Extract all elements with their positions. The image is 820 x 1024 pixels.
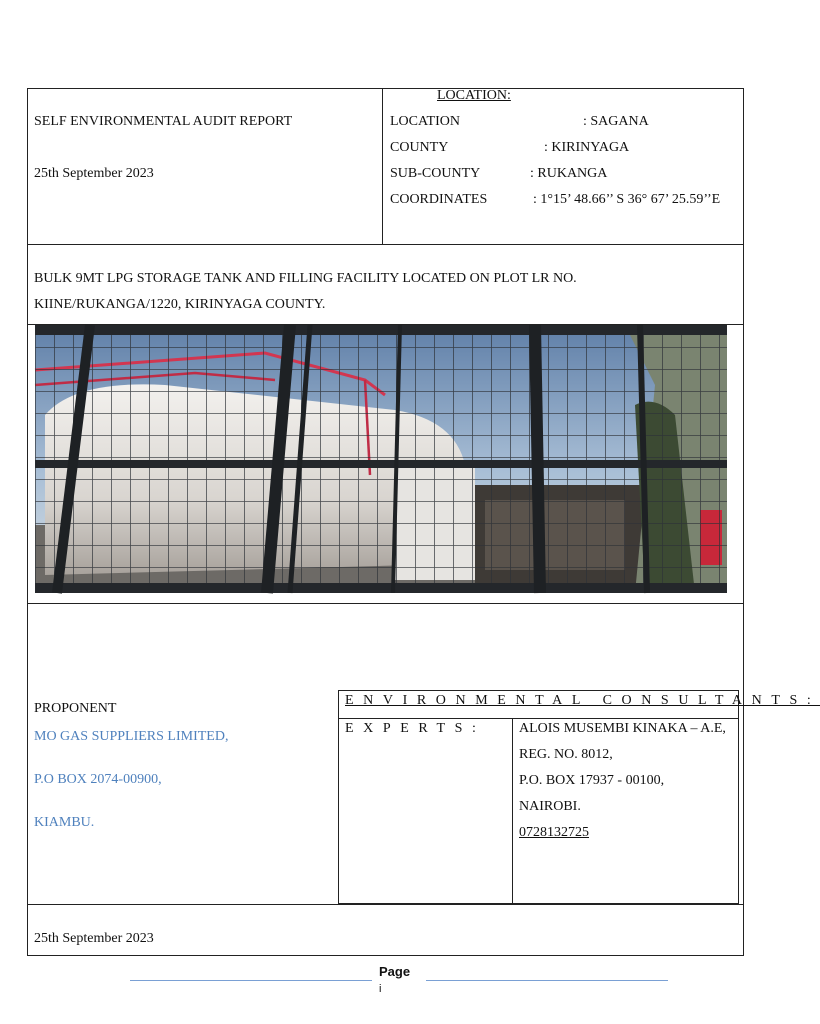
consultants-column-rule bbox=[512, 718, 513, 904]
header-bottom-rule bbox=[27, 244, 744, 245]
expert-phone: 0728132725 bbox=[519, 825, 589, 840]
sub-county-label: SUB-COUNTY bbox=[390, 166, 481, 181]
project-title-line2: KIINE/RUKANGA/1220, KIRINYAGA COUNTY. bbox=[34, 297, 326, 312]
location-label: LOCATION bbox=[390, 114, 460, 129]
location-value: : SAGANA bbox=[583, 114, 649, 129]
header-divider bbox=[382, 88, 383, 245]
footer-rule-left bbox=[130, 980, 372, 981]
consultants-bottom-rule bbox=[27, 904, 744, 905]
proponent-label: PROPONENT bbox=[34, 701, 117, 716]
county-value: : KIRINYAGA bbox=[544, 140, 630, 155]
county-label: COUNTY bbox=[390, 140, 449, 155]
page-label: Page bbox=[379, 964, 411, 979]
consultants-heading: ENVIRONMENTAL CONSULTANTS: bbox=[345, 693, 820, 708]
bottom-date: 25th September 2023 bbox=[34, 931, 154, 946]
report-title: SELF ENVIRONMENTAL AUDIT REPORT bbox=[34, 114, 293, 129]
page-number: i bbox=[379, 983, 382, 995]
sub-county-value: : RUKANGA bbox=[530, 166, 608, 181]
location-heading: LOCATION: bbox=[437, 88, 511, 103]
report-date: 25th September 2023 bbox=[34, 166, 154, 181]
facility-photo bbox=[35, 325, 727, 593]
photo-bottom-rule bbox=[27, 603, 744, 604]
expert-reg-no: REG. NO. 8012, bbox=[519, 747, 613, 762]
expert-name: ALOIS MUSEMBI KINAKA – A.E, bbox=[519, 721, 726, 736]
footer-rule-right bbox=[426, 980, 668, 981]
proponent-town: KIAMBU. bbox=[34, 815, 95, 830]
project-title-line1: BULK 9MT LPG STORAGE TANK AND FILLING FACILITY LOCATED ON PLOT LR NO. bbox=[34, 271, 577, 286]
expert-city: NAIROBI. bbox=[519, 799, 581, 814]
proponent-po-box: P.O BOX 2074-00900, bbox=[34, 772, 162, 787]
consultants-heading-rule bbox=[338, 718, 739, 719]
proponent-name: MO GAS SUPPLIERS LIMITED, bbox=[34, 729, 229, 744]
coordinates-label: COORDINATES bbox=[390, 192, 488, 207]
coordinates-value: : 1°15’ 48.66’’ S 36° 67’ 25.59’’E bbox=[533, 192, 721, 207]
expert-po-box: P.O. BOX 17937 - 00100, bbox=[519, 773, 665, 788]
experts-label: EXPERTS: bbox=[345, 721, 486, 736]
